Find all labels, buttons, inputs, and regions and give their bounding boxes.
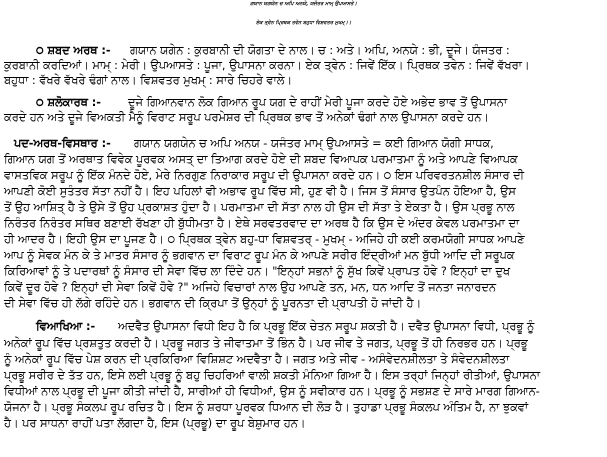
pad-arth-line: ਆਪਣੀ ਕੋਈ ਸੁਤੰਤਰ ਸੱਤਾ ਨਹੀਂ ਹੈ। ਇਹ ਪਹਿਲਾਂ ਵੀ ਅਭਾਵ ਰੂਪ ਵਿੱਚ ਸੀ, ਹੁਣ ਵੀ ਹੈ। ਜਿਸ ਤੋਂ ਸੰਸਾਰ ਉਤਪੰਨ ਹੋਇਆ ਹੈ, ਉਸ [4,185,516,198]
viakhia-line: ਅਦਵੈਤ ਉਪਾਸਨਾ ਵਿਧੀ ਇਹ ਹੈ ਕਿ ਪ੍ਰਭੂ ਇੱਕ ਚੇਤਨ ਸਰੂਪ ਸ਼ਕਤੀ ਹੈ। ਦਵੈਤ ਉਪਾਸਨਾ ਵਿਧੀ, ਪ੍ਰਭੂ ਨੂੰ [118,320,535,333]
pad-arth-line: ਗਿਆਨ ਯਗ ਤੋਂ ਅਰਥਾਤ ਵਿਵੇਕ ਪੂਰਵਕ ਅਸਤ੍ ਦਾ ਤਿਆਗ ਕਰਦੇ ਹੋਏ ਦੀ ਸ਼ਬਦ ਵਿਆਪਕ ਪਰਮਾਤਮਾ ਨੂੰ ਅਤੇ ਆਪਣੇ ਵਿਆਪਕ [4,153,518,166]
pad-arth-line: ਤੋਂ ਉਹ ਆਸ਼ਿਤ੍ ਹੈ ਤੇ ਉਸੇ ਤੋਂ ਉਹ ਪ੍ਰਕਾਸ਼ਤ ਹੁੰਦਾ ਹੈ। ਪਰਮਾਤਮਾ ਦੀ ਸੱਤਾ ਨਾਲ ਹੀ ਉਸ ਦੀ ਸੱਤਾ ਤੇ ਏਕਤਾ ਹੈ। ਉਸ ਪ੍ਰਭੂ ਨਾਲ [4,201,515,214]
pad-arth-line: ਦੀ ਸੇਵਾ ਵਿੱਚ ਹੀ ਲੱਗੇ ਰਹਿੰਦੇ ਹਨ। ਭਗਵਾਨ ਦੀ ਕ੍ਰਿਪਾ ਤੋਂ ਉਨ੍ਹਾਂ ਨੂੰ ਪੂਰਨਤਾ ਦੀ ਪ੍ਰਾਪਤੀ ਹੋ ਜਾਂਦੀ ਹੈ। [4,297,422,310]
shlokarth-heading: ੦ ਸ਼ਲੋਕਾਰਥ :- [36,96,101,109]
viakhia-line: ਹੈ। ਪਰ ਸਾਧਨਾ ਰਾਹੀਂ ਪਤਾ ਲੱਗਦਾ ਹੈ, ਇਸ (ਪ੍ਰਭੂ) ਦਾ ਰੂਪ ਬੇਸ਼ੁਮਾਰ ਹਨ। [4,417,306,430]
shabad-arth-line: ਕੁਰਬਾਨੀ ਕਰਦਿਆਂ। ਮਾਮ੍ : ਮੇਰੀ। ਉਪਆਸਤੇ : ਪੂਜਾ, ਉਪਾਸਨਾ ਕਰਨਾ। ਏਕ ਤ੍ਵੇਨ : ਜਿਵੇਂ ਇੱਕ। ਪ੍ਰਿਥਕ ਤਵੇਨ : ਜਿਵੇਂ ਵੱਖਰਾ। [4,59,530,72]
viakhia-line: ਅਨੇਕਾਂ ਰੂਪ ਵਿੱਚ ਪ੍ਰਸ਼ਤੁਤ ਕਰਦੀ ਹੈ। ਪ੍ਰਭੂ ਜਗਤ ਤੇ ਜੀਵਾਤਮਾ ਤੋਂ ਭਿੰਨ ਹੈ। ਪਰ ਜੀਵ ਤੇ ਜਗਤ, ਪ੍ਰਭੂ ਤੋਂ ਹੀ ਨਿਰਭਰ ਹਨ। ਪ੍ਰਭੂ [4,337,528,350]
pad-arth-line: ਆਪ ਨੂੰ ਸੇਵਕ ਮੰਨ ਕੇ ਤੇ ਮਾਤਰ ਸੰਸਾਰ ਨੂੰ ਭਗਵਾਨ ਦਾ ਵਿਰਾਟ ਰੂਪ ਮੰਨ ਕੇ ਆਪਣੇ ਸਰੀਰ ਇੰਦ੍ਰੀਆਂ ਮਨ ਬੁੱਧੀ ਆਦਿ ਦੀ ਸਰੂਪਕ [4,249,515,262]
shabad-arth-line: ਗਯਾਨ ਯਗੇਨ : ਕੁਰਬਾਨੀ ਦੀ ਯੋਗਤਾ ਦੇ ਨਾਲ। ਚ : ਅਤੇ। ਅਪਿ, ਅਨਯੇ : ਭੀ, ਦੂਜੇ। ਯੰਜਤਰ : [130,44,510,57]
pad-arth-line: ਕਿਰਿਆਵਾਂ ਨੂੰ ਤੇ ਪਦਾਰਥਾਂ ਨੂੰ ਸੰਸਾਰ ਦੀ ਸੇਵਾ ਵਿੱਚ ਲਾ ਦਿੰਦੇ ਹਨ। "ਇਨ੍ਹਾਂ ਸਭਨਾਂ ਨੂੰ ਸੁੱਖ ਕਿਵੇਂ ਪ੍ਰਾਪਤ ਹੋਵੇ ? ਇਨ੍ਹਾਂ ਦਾ ਦੁਖ [4,265,510,278]
pad-arth-line: ਹੀ ਆਦਰ ਹੈ। ਇਹੀ ਉਸ ਦਾ ਪੂਜਣ ਹੈ। ੦ ਪ੍ਰਿਥਕ ਤ੍ਵੇਨ ਬਹੁ-ਧਾ ਵਿਸ਼ਵਤਰ੍ - ਮੁਖਮ੍ - ਅਜਿਹੇ ਹੀ ਕਈ ਕਰਮਯੋਗੀ ਸਾਧਕ ਆਪਣੇ [4,233,525,246]
pad-arth-line: ਨਿਰੰਤਰ ਨਿਰੰਤਰ ਸਥਿਰ ਬਣਾਈ ਰੱਖਣਾ ਹੀ ਬੁੱਧੀਮਤਾ ਹੈ। ਏਥੇ ਸਰਵਤਰਵਾਦ ਦਾ ਅਰਥ ਹੈ ਕਿ ਉਸ ਦੇ ਅੰਦਰ ਕੇਵਲ ਪਰਮਾਤਮਾ ਦਾ [4,217,520,230]
shabad-arth-heading: ੦ ਸ਼ਬਦ ਅਰਥ :- [36,44,111,57]
viakhia-line: ਨੂੰ ਅਨੇਕਾਂ ਰੂਪ ਵਿੱਚ ਪੇਸ਼ ਕਰਨ ਦੀ ਪ੍ਰਕਿਰਿਆ ਵਿਸ਼ਿਸ਼ਟ ਅਦਵੈਤਾ ਹੈ। ਜਗਤ ਅਤੇ ਜੀਵ - ਅਸੰਵੇਦਨਸ਼ੀਲਤਾ ਤੇ ਸੰਵੇਦਨਸ਼ੀਲਤਾ [4,353,510,366]
shlokarth-line: ਕਰਦੇ ਹਨ ਅਤੇ ਦੂਜੇ ਵਿਅਕਤੀ ਮੈਨੂੰ ਵਿਰਾਟ ਸਰੂਪ ਪਰਮੇਸ਼ਰ ਦੀ ਪ੍ਰਿਥਕ ਭਾਵ ਤੋਂ ਅਨੇਕਾਂ ਢੰਗਾਂ ਨਾਲ ਉਪਾਸਨਾ ਕਰਦੇ ਹਨ। [4,111,489,124]
shabad-arth-line: ਬਹੁਧਾ : ਵੱਖਰੇ ਵੱਖਰੇ ਢੰਗਾਂ ਨਾਲ। ਵਿਸ਼ਵਤਰ ਮੁਖਮ੍ : ਸਾਰੇ ਚਿਹਰੇ ਵਾਲੇ। [4,74,292,87]
verse-line-1: ਗਯਾਨ ਯਗਯੇਨ ਚ ਅਪਿ ਅਨਯੇ, ਯਜੰਤਰ ਮਾਮ੍ ਉਪਆਸਤੇ। [250,1,357,7]
verse-line-2: ਏਕ ਤ੍ਵੇਨ ਪ੍ਰਿਥਕ ਤਵੇਨ ਬਹੁਧਾ ਵਿਸ਼ਵਤਰ ਮੁਖਮ੍।। [255,20,352,26]
pad-arth-line: ਗਯਾਨ ਯਗਯੇਨ ਚ ਅਪਿ ਅਨਯ - ਯਜੰਤਰ ਮਾਮ੍ ਉਪਆਸਤੇ = ਕਈ ਗਿਆਨ ਯੋਗੀ ਸਾਧਕ, [134,137,494,150]
viakhia-line: ਵਿਧੀਆਂ ਨਾਲ ਪ੍ਰਭੂ ਦੀ ਪੂਜਾ ਕੀਤੀ ਜਾਂਦੀ ਹੈ, ਸਾਰੀਆਂ ਹੀ ਵਿਧੀਆਂ, ਉਸ ਨੂੰ ਸਵੀਕਾਰ ਹਨ। ਪ੍ਰਭੂ ਨੂੰ ਸਭਸ਼ਣ ਦੇ ਸਾਰੇ ਮਾਰਗ ਗਿਆਨ- [4,385,540,398]
viakhia-line: ਯੋਜਨਾ ਹੈ। ਪ੍ਰਭੂ ਸੰਕਲਪ ਰੂਪ ਰਚਿਤ ਹੈ। ਇਸ ਨੂੰ ਸ਼ਰਧਾ ਪੂਰਵਕ ਧਿਆਨ ਦੀ ਲੋੜ ਹੈ। ਤੁਹਾਡਾ ਪ੍ਰਭੂ ਸੰਕਲਪ ਅੰਤਿਮ ਹੈ, ਨਾ ਝੁਕਵਾਂ [4,401,529,414]
viakhia-line: ਪ੍ਰਭੂ ਸਰੀਰ ਦੇ ਤੱਤ ਹਨ, ਇਸੇ ਲਈ ਪ੍ਰਭੂ ਨੂੰ ਬਹੁ ਚਿਹਰਿਆਂ ਵਾਲੀ ਸ਼ਕਤੀ ਮੰਨਿਆ ਗਿਆ ਹੈ। ਇਸ ਤਰ੍ਹਾਂ ਜਿਨ੍ਹਾਂ ਰੀਤੀਆਂ, ਉਪਾਸਨਾ [4,369,540,382]
viakhia-heading: ਵਿਆਖਿਆ :- [36,320,96,333]
pad-arth-heading: ਪਦ-ਅਰਥ-ਵਿਸਥਾਰ :- [14,137,111,150]
pad-arth-line: ਵਾਸਤਵਿਕ ਸਰੂਪ ਨੂੰ ਇੱਕ ਮੰਨਦੇ ਹੋਏ, ਮੇਰੇ ਨਿਰਗੁਣ ਨਿਰਾਕਾਰ ਸਰੂਪ ਦੀ ਉਪਾਸਨਾ ਕਰਦੇ ਹਨ। ੦ ਇਸ ਪਰਿਵਰਤਨਸ਼ੀਲ ਸੰਸਾਰ ਦੀ [4,169,524,182]
shlokarth-line: ਦੂਜੇ ਗਿਆਨਵਾਨ ਲੋਕ ਗਿਆਨ ਰੂਪ ਯਗ ਦੇ ਰਾਹੀਂ ਮੇਰੀ ਪੂਜਾ ਕਰਦੇ ਹੋਏ ਅਭੇਦ ਭਾਵ ਤੋਂ ਉਪਾਸਨਾ [128,96,508,109]
pad-arth-line: ਕਿਵੇਂ ਦੂਰ ਹੋਵੇ ? ਇਨ੍ਹਾਂ ਦੀ ਸੇਵਾ ਕਿਵੇਂ ਹੋਵੇ ?" ਅਜਿਹੇ ਵਿਚਾਰਾਂ ਨਾਲ ਉਹ ਆਪਣੇ ਤਨ, ਮਨ, ਧਨ ਆਦਿ ਤੋਂ ਜਨਤਾ ਜਨਾਰਦਨ [4,281,496,294]
